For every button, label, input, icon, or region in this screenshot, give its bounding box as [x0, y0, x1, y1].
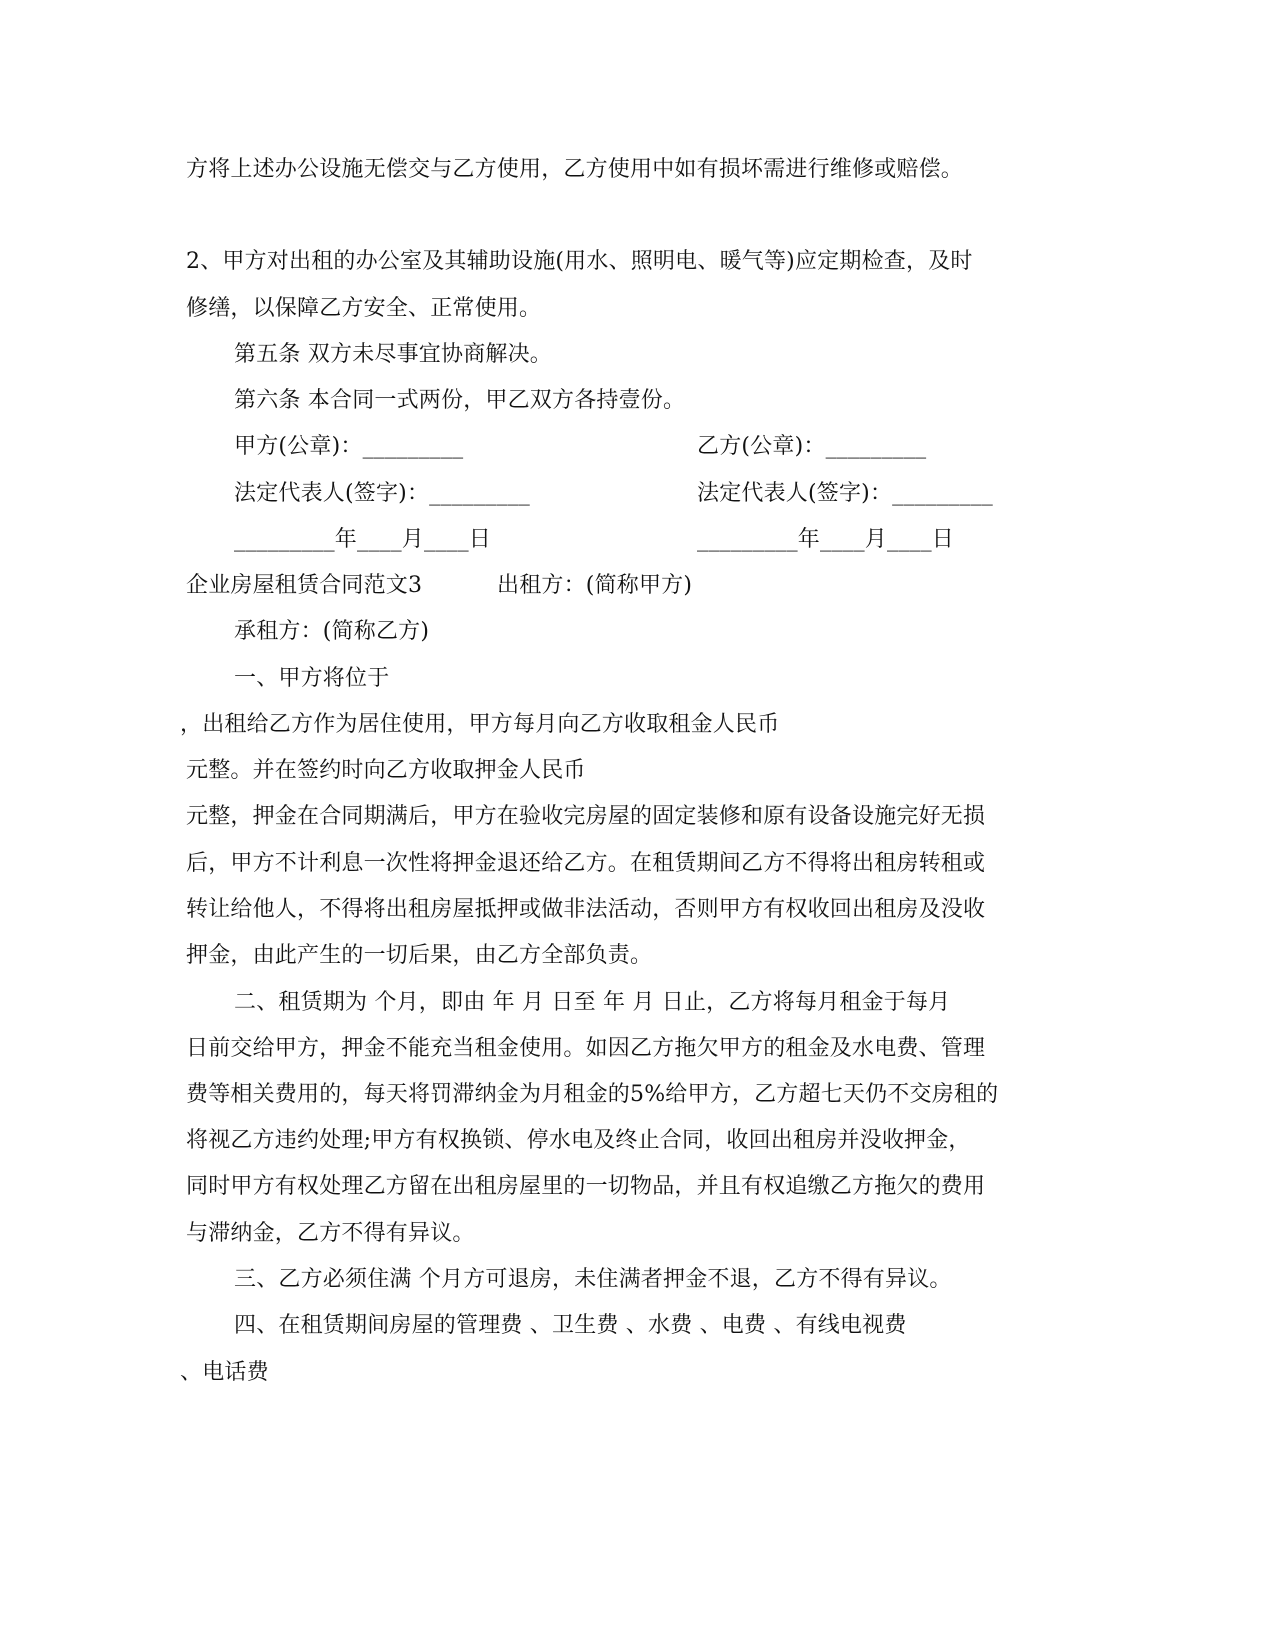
- clause1-line: ，出租给乙方作为居住使用，甲方每月向乙方收取租金人民币: [180, 712, 780, 737]
- clause2-line: 同时甲方有权处理乙方留在出租房屋里的一切物品，并且有权追缴乙方拖欠的费用: [186, 1174, 986, 1199]
- party-b-representative: 法定代表人(签字)：_________: [697, 481, 993, 506]
- clause4-line: 、电话费: [180, 1360, 269, 1385]
- party-a-seal: 甲方(公章)：_________: [234, 434, 464, 459]
- clause4-line: 四、在租赁期间房屋的管理费 、卫生费 、水费 、电费 、有线电视费: [234, 1313, 907, 1338]
- clause2-line: 将视乙方违约处理;甲方有权换锁、停水电及终止合同，收回出租房并没收押金，: [186, 1128, 971, 1153]
- clause3-line: 三、乙方必须住满 个月方可退房，未住满者押金不退，乙方不得有异议。: [234, 1267, 952, 1292]
- clause1-line: 转让给他人，不得将出租房屋抵押或做非法活动，否则甲方有权收回出租房及没收: [186, 897, 986, 922]
- lessor-line: 出租方：(简称甲方): [497, 573, 693, 598]
- article-6: 第六条 本合同一式两份，甲乙双方各持壹份。: [234, 388, 686, 413]
- clause1-line: 元整，押金在合同期满后，甲方在验收完房屋的固定装修和原有设备设施完好无损: [186, 804, 986, 829]
- party-a-date: _________年____月____日: [234, 527, 492, 552]
- contract3-heading: 企业房屋租赁合同范文3: [186, 573, 423, 598]
- article-5: 第五条 双方未尽事宜协商解决。: [234, 342, 552, 367]
- party-b-seal: 乙方(公章)：_________: [697, 434, 927, 459]
- text-line: 2、甲方对出租的办公室及其辅助设施(用水、照明电、暖气等)应定期检查，及时: [186, 249, 973, 274]
- clause2-line: 与滞纳金，乙方不得有异议。: [186, 1221, 475, 1246]
- clause1-line: 元整。并在签约时向乙方收取押金人民币: [186, 758, 586, 783]
- clause2-line: 费等相关费用的，每天将罚滞纳金为月租金的5%给甲方，乙方超七天仍不交房租的: [186, 1082, 999, 1107]
- party-b-date: _________年____月____日: [697, 527, 955, 552]
- text-line: 修缮，以保障乙方安全、正常使用。: [186, 296, 542, 321]
- text-line: 方将上述办公设施无偿交与乙方使用，乙方使用中如有损坏需进行维修或赔偿。: [186, 157, 964, 182]
- clause1-line: 一、甲方将位于: [234, 666, 390, 691]
- lessee-line: 承租方：(简称乙方): [234, 619, 430, 644]
- clause2-line: 日前交给甲方，押金不能充当租金使用。如因乙方拖欠甲方的租金及水电费、管理: [186, 1036, 986, 1061]
- clause2-line: 二、租赁期为 个月，即由 年 月 日至 年 月 日止，乙方将每月租金于每月: [234, 990, 951, 1015]
- party-a-representative: 法定代表人(签字)：_________: [234, 481, 530, 506]
- clause1-line: 押金，由此产生的一切后果，由乙方全部负责。: [186, 943, 653, 968]
- clause1-line: 后，甲方不计利息一次性将押金退还给乙方。在租赁期间乙方不得将出租房转租或: [186, 851, 986, 876]
